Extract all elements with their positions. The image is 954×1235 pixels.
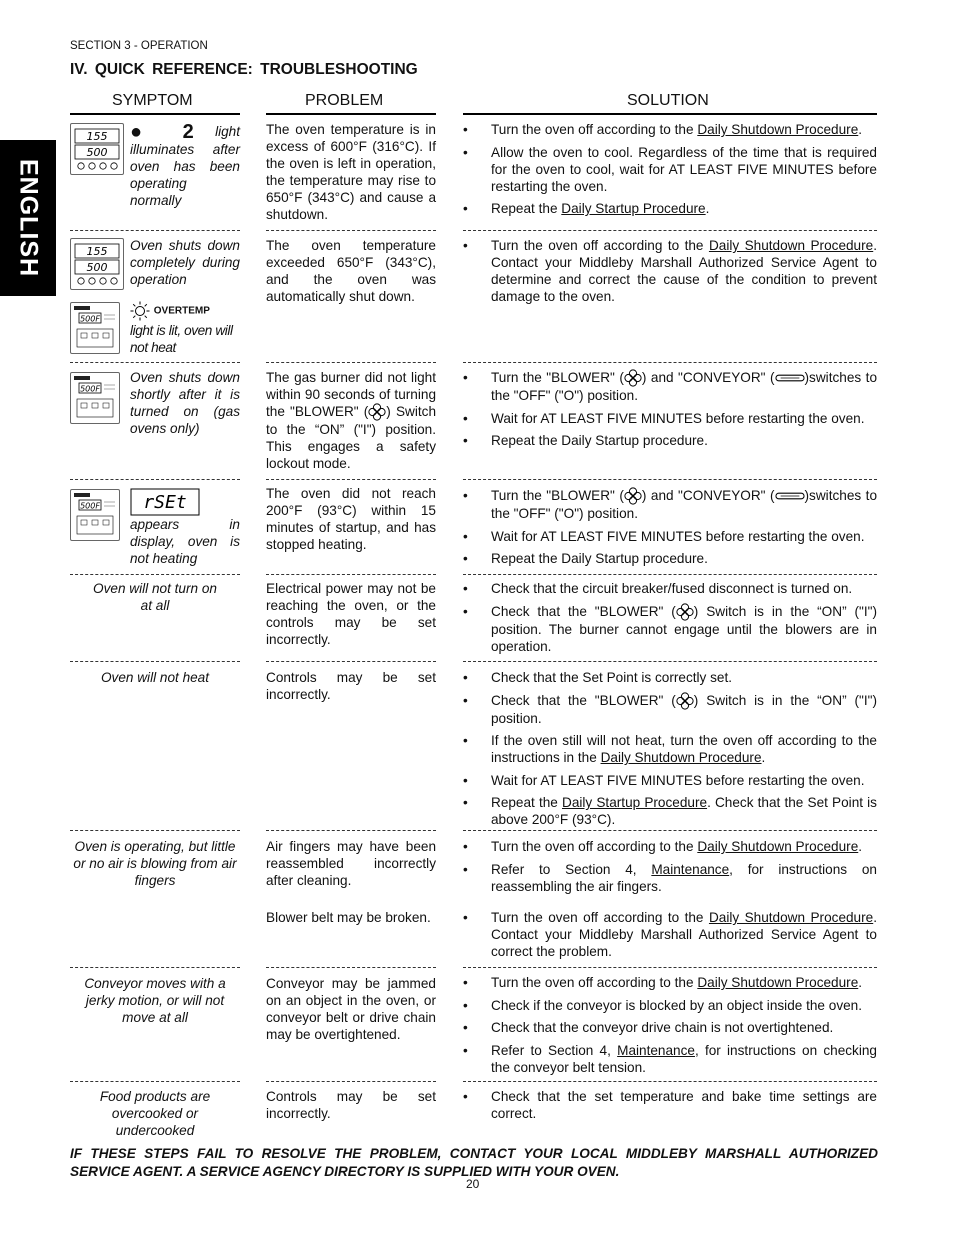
problem-text: Air fingers may have been reassembled incorrectly after cleaning. — [266, 839, 436, 888]
row-separator — [266, 1081, 436, 1082]
problem-text: The oven temperature exceeded 650°F (343°C), and the oven was automatically shut down. — [266, 238, 436, 304]
symptom-text: Oven shuts down completely during operation — [130, 238, 240, 287]
problem-text: The oven temperature is in excess of 600°F (316°C). If the oven is left in operation, the temperature may rise to 650°F (343°C) and cause a shutdown. — [266, 122, 436, 222]
reset-display-readout: rSEt — [143, 492, 187, 513]
oven-control-panel-image — [70, 123, 124, 175]
row-separator — [463, 479, 877, 480]
solution-step: • Check that the circuit breaker/fused disconnect is turned on. — [463, 580, 877, 597]
maintenance-link[interactable]: Maintenance — [651, 861, 730, 877]
solution-step: • Turn the oven off according to the Daily Shutdown Procedure. Contact your Middleby Marshall Authorized Service Agent to correct the problem. — [463, 909, 877, 960]
service-agent-warning: IF THESE STEPS FAIL TO RESOLVE THE PROBLEM, CONTACT YOUR LOCAL MIDDLEBY MARSHALL AUTHORIZED SERVICE AGENT. A SERVICE AGENCY DIRECTORY IS SUPPLIED WITH YOUR OVEN. — [70, 1146, 878, 1179]
oven-control-panel-small-image — [70, 489, 120, 541]
row-separator — [463, 967, 877, 968]
solution-step: • Allow the oven to cool. Regardless of the time that is required for the oven to cool, wait for AT LEAST FIVE MINUTES before restarting the oven. — [463, 144, 877, 195]
symptom-column-header: SYMPTOM — [112, 92, 193, 109]
symptom-text: light is lit, oven will not heat — [130, 323, 233, 355]
conveyor-icon — [775, 373, 805, 383]
solution-step: • Refer to Section 4, Maintenance, for instructions on checking the conveyor belt tension. — [463, 1042, 877, 1076]
problem-header-rule — [266, 113, 436, 115]
daily-startup-procedure-link[interactable]: Daily Startup Procedure — [561, 201, 706, 216]
solution-list — [463, 369, 877, 449]
overtemp-warning-icon — [130, 301, 150, 321]
conveyor-icon — [775, 491, 805, 501]
problem-text: Controls may be set incorrectly. — [266, 1089, 436, 1121]
row-separator — [70, 479, 240, 480]
solution-step: • Check that the Set Point is correctly set. — [463, 669, 877, 686]
row-separator — [266, 830, 436, 831]
maintenance-link[interactable]: Maintenance — [617, 1042, 695, 1058]
row-separator — [463, 1081, 877, 1082]
solution-step: • Turn the oven off according to the Daily Shutdown Procedure. — [463, 121, 877, 138]
solution-list — [463, 580, 877, 655]
daily-startup-procedure-link[interactable]: Daily Startup Procedure — [562, 795, 708, 811]
problem-text: Controls may be set incorrectly. — [266, 670, 436, 702]
symptom-text: Oven will not turn on at all — [93, 581, 217, 613]
symptom-text: Oven is operating, but little or no air is blowing from air fingers — [73, 839, 237, 888]
solution-step: • Check that the "BLOWER" ( ) Switch is in the “ON” ("I") position. — [463, 692, 877, 727]
solution-step: • Turn the "BLOWER" ( ) and "CONVEYOR" ( )switches to the "OFF" ("O") position. — [463, 487, 877, 522]
display-small-readout: 500F — [80, 314, 100, 324]
display-upper-readout: 155 — [86, 130, 108, 143]
language-tab: ENGLISH — [0, 140, 56, 296]
symptom-text: Conveyor moves with a jerky motion, or will not move at all — [84, 976, 226, 1025]
blower-fan-icon — [368, 403, 386, 421]
daily-shutdown-procedure-link[interactable]: Daily Shutdown Procedure — [697, 975, 859, 990]
solution-step: • Turn the oven off according to the Daily Shutdown Procedure. Contact your Middleby Marshall Authorized Service Agent to determine and correct the cause of the condition to prevent damage to the oven. — [463, 237, 877, 305]
oven-control-panel-small-image — [70, 372, 120, 424]
solution-list — [463, 121, 877, 217]
page-number: 20 — [466, 1177, 480, 1191]
symptom-text: Oven shuts down shortly after it is turned on (gas ovens only) — [130, 370, 240, 436]
solution-step: • Wait for AT LEAST FIVE MINUTES before restarting the oven. — [463, 772, 877, 789]
problem-column-header: PROBLEM — [305, 92, 384, 109]
solution-list — [463, 237, 877, 305]
solution-step: • Repeat the Daily Startup procedure. — [463, 550, 877, 567]
blower-fan-icon — [676, 692, 694, 710]
row-separator — [266, 230, 436, 231]
solution-step: • Turn the "BLOWER" ( ) and "CONVEYOR" ( )switches to the "OFF" ("O") position. — [463, 369, 877, 404]
daily-shutdown-procedure-link[interactable]: Daily Shutdown Procedure — [708, 910, 874, 925]
solution-step: • Refer to Section 4, Maintenance, for instructions on reassembling the air fingers. — [463, 861, 877, 895]
daily-shutdown-procedure-link[interactable]: Daily Shutdown Procedure — [697, 839, 859, 854]
blower-fan-icon — [624, 487, 642, 505]
row-separator — [463, 362, 877, 363]
solution-step: • Check that the conveyor drive chain is not overtightened. — [463, 1019, 877, 1036]
row-separator — [266, 362, 436, 363]
display-upper-readout: 155 — [86, 245, 108, 258]
row-separator — [266, 967, 436, 968]
display-small-readout: 500F — [80, 501, 100, 511]
solution-step: • If the oven still will not heat, turn the oven off according to the instructions in the Daily Shutdown Procedure. — [463, 732, 877, 766]
blower-fan-icon — [676, 603, 694, 621]
display-lower-readout: 500 — [86, 261, 108, 274]
row-separator — [70, 967, 240, 968]
problem-text: Blower belt may be broken. — [266, 910, 431, 925]
solution-step: • Repeat the Daily Startup Procedure. Check that the Set Point is above 200°F (93°C). — [463, 794, 877, 828]
solution-step: • Check that the set temperature and bake time settings are correct. — [463, 1088, 877, 1122]
problem-text: ) Switch to the “ON” ("I") position. This engages a safety lockout mode. — [266, 404, 437, 472]
symptom-header-rule — [70, 113, 240, 115]
solution-step: • Turn the oven off according to the Daily Shutdown Procedure. — [463, 838, 877, 855]
row-separator — [463, 830, 877, 831]
row-separator — [463, 661, 877, 662]
solution-list — [463, 1088, 877, 1122]
row-separator — [70, 1081, 240, 1082]
solution-step: • Turn the oven off according to the Daily Shutdown Procedure. — [463, 974, 877, 991]
daily-shutdown-procedure-link[interactable]: Daily Shutdown Procedure — [600, 750, 762, 766]
symptom-text: Food products are overcooked or undercooked — [99, 1089, 211, 1138]
solution-step: • Wait for AT LEAST FIVE MINUTES before restarting the oven. — [463, 410, 877, 427]
solution-header-rule — [463, 113, 877, 115]
solution-column-header: SOLUTION — [627, 92, 709, 109]
symptom-text: appears in display, oven is not heating — [130, 517, 240, 566]
display-small-readout: 500F — [80, 384, 100, 394]
page-title: IV. QUICK REFERENCE: TROUBLESHOOTING — [70, 61, 418, 78]
row-separator — [70, 230, 240, 231]
daily-shutdown-procedure-link[interactable]: Daily Shutdown Procedure — [708, 238, 874, 253]
problem-text: Conveyor may be jammed on an object in the oven, or conveyor belt or drive chain may be overtightened. — [266, 976, 436, 1042]
solution-list — [463, 669, 877, 828]
row-separator — [266, 661, 436, 662]
solution-step: • Check that the "BLOWER" ( ) Switch is in the “ON” ("I") position. The burner cannot engage until the blowers are in operation. — [463, 603, 877, 655]
row-separator — [70, 830, 240, 831]
solution-list — [463, 974, 877, 1076]
row-separator — [70, 362, 240, 363]
section-label: SECTION 3 - OPERATION — [70, 40, 208, 52]
solution-list — [463, 909, 877, 960]
solution-step: • Check if the conveyor is blocked by an object inside the oven. — [463, 997, 877, 1014]
symptom-text: light illuminates after oven has been operating normally — [130, 124, 241, 208]
display-lower-readout: 500 — [86, 146, 108, 159]
solution-step: • Repeat the Daily Startup Procedure. — [463, 200, 877, 217]
row-separator — [70, 661, 240, 662]
blower-fan-icon — [624, 369, 642, 387]
solution-step: • Repeat the Daily Startup procedure. — [463, 432, 877, 449]
row-separator — [266, 574, 436, 575]
row-separator — [463, 230, 877, 231]
problem-text: Electrical power may not be reaching the oven, or the controls may be set incorrectly. — [266, 581, 436, 647]
overtemp-indicator-label: OVERTEMP — [153, 305, 210, 317]
row-separator — [70, 574, 240, 575]
problem-text: The gas burner did not light within 90 seconds of turning the "BLOWER" ( — [266, 370, 436, 419]
indicator-light-icon: ● 2 — [130, 120, 194, 143]
solution-list — [463, 487, 877, 567]
solution-step: • Wait for AT LEAST FIVE MINUTES before restarting the oven. — [463, 528, 877, 545]
oven-control-panel-image — [70, 238, 124, 290]
row-separator — [266, 479, 436, 480]
symptom-text: Oven will not heat — [100, 670, 210, 685]
daily-shutdown-procedure-link[interactable]: Daily Shutdown Procedure — [697, 122, 859, 137]
solution-list — [463, 838, 877, 895]
row-separator — [463, 574, 877, 575]
oven-control-panel-small-image — [70, 302, 120, 354]
problem-text: The oven did not reach 200°F (93°C) within 15 minutes of startup, and has stopped heating. — [266, 486, 436, 552]
